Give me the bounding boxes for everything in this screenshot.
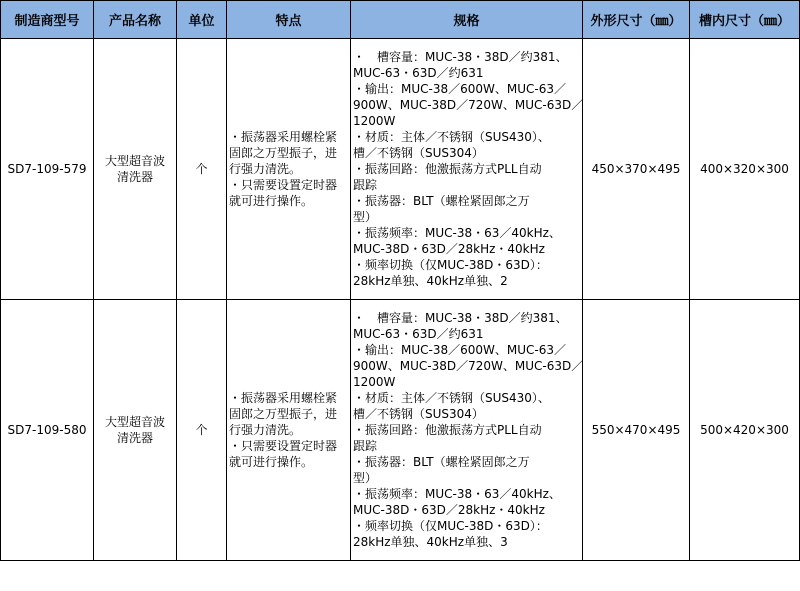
spec-line: ・输出：MUC-38／600W、MUC-63／: [353, 343, 567, 357]
outer-size-cell: 550×470×495: [583, 300, 690, 561]
header-spec: 规格: [351, 1, 583, 39]
spec-cell: [351, 39, 583, 300]
spec-cell: [351, 300, 583, 561]
features-line: 固郎之万型振子，进: [229, 407, 338, 421]
features-line: ・只需要设置定时器: [229, 178, 338, 192]
spec-line: ・输出：MUC-38／600W、MUC-63／: [353, 82, 567, 96]
model-cell: SD7-109-579: [1, 39, 94, 300]
spec-line: 槽／不锈钢（SUS304）: [353, 407, 484, 421]
header-row: [1, 1, 800, 39]
spec-line: ・材质：主体／不锈钢（SUS430）、: [353, 130, 550, 144]
product-name-cell: [94, 300, 177, 561]
spec-line: 型）: [353, 210, 378, 224]
features-line: 就可进行操作。: [229, 194, 314, 208]
header-outer-size: 外形尺寸（㎜）: [583, 1, 690, 39]
inner-size-cell: 400×320×300: [690, 39, 800, 300]
spec-line: 28kHz单独、40kHz单独、2: [353, 274, 508, 288]
spec-line: 1200W: [353, 114, 396, 128]
features-line: ・只需要设置定时器: [229, 439, 338, 453]
spec-line: 跟踪: [353, 439, 378, 453]
table-row: [1, 300, 800, 561]
spec-line: 1200W: [353, 375, 396, 389]
spec-line: ・频率切换（仅MUC-38D・63D）：: [353, 258, 548, 272]
features-line: 固郎之万型振子，进: [229, 146, 338, 160]
header-features: 特点: [227, 1, 351, 39]
spec-line: 900W、MUC-38D／720W、MUC-63D／: [353, 359, 584, 373]
spec-line: ・材质：主体／不锈钢（SUS430）、: [353, 391, 550, 405]
header-inner-size: 槽内尺寸（㎜）: [690, 1, 800, 39]
spec-line: ・振荡回路：他激振荡方式PLL自动: [353, 423, 542, 437]
spec-line: 900W、MUC-38D／720W、MUC-63D／: [353, 98, 584, 112]
spec-line: 型）: [353, 471, 378, 485]
spec-line: ・振荡器：BLT（螺栓紧固郎之万: [353, 455, 530, 469]
spec-line: 槽／不锈钢（SUS304）: [353, 146, 484, 160]
spec-line: ・振荡频率：MUC-38・63／40kHz、: [353, 487, 561, 501]
product-name-line: 大型超音波: [104, 415, 165, 429]
spec-line: ・ 槽容量：MUC-38・38D／约381、: [353, 50, 568, 64]
product-name-line: 清洗器: [116, 431, 153, 445]
unit-cell: 个: [177, 39, 227, 300]
spec-line: ・振荡器：BLT（螺栓紧固郎之万: [353, 194, 530, 208]
features-cell: [227, 300, 351, 561]
features-line: ・振荡器采用螺栓紧: [229, 130, 338, 144]
header-product-name: 产品名称: [94, 1, 177, 39]
spec-line: MUC-38D・63D／28kHz・40kHz: [353, 242, 545, 256]
spec-line: MUC-63・63D／约631: [353, 327, 484, 341]
product-name-line: 大型超音波: [104, 154, 165, 168]
header-unit: 单位: [177, 1, 227, 39]
table-row: [1, 39, 800, 300]
spec-line: ・振荡频率：MUC-38・63／40kHz、: [353, 226, 561, 240]
features-line: ・振荡器采用螺栓紧: [229, 391, 338, 405]
outer-size-cell: 450×370×495: [583, 39, 690, 300]
spec-line: ・振荡回路：他激振荡方式PLL自动: [353, 162, 542, 176]
product-name-line: 清洗器: [116, 170, 153, 184]
features-line: 行强力清洗。: [229, 162, 302, 176]
features-cell: [227, 39, 351, 300]
spec-line: MUC-63・63D／约631: [353, 66, 484, 80]
product-name-cell: [94, 39, 177, 300]
spec-line: ・频率切换（仅MUC-38D・63D）：: [353, 519, 548, 533]
model-cell: SD7-109-580: [1, 300, 94, 561]
features-line: 就可进行操作。: [229, 455, 314, 469]
spec-line: ・ 槽容量：MUC-38・38D／约381、: [353, 311, 568, 325]
spec-line: 跟踪: [353, 178, 378, 192]
header-model: 制造商型号: [1, 1, 94, 39]
spec-line: 28kHz单独、40kHz单独、3: [353, 535, 508, 549]
features-line: 行强力清洗。: [229, 423, 302, 437]
inner-size-cell: 500×420×300: [690, 300, 800, 561]
unit-cell: 个: [177, 300, 227, 561]
spec-line: MUC-38D・63D／28kHz・40kHz: [353, 503, 545, 517]
